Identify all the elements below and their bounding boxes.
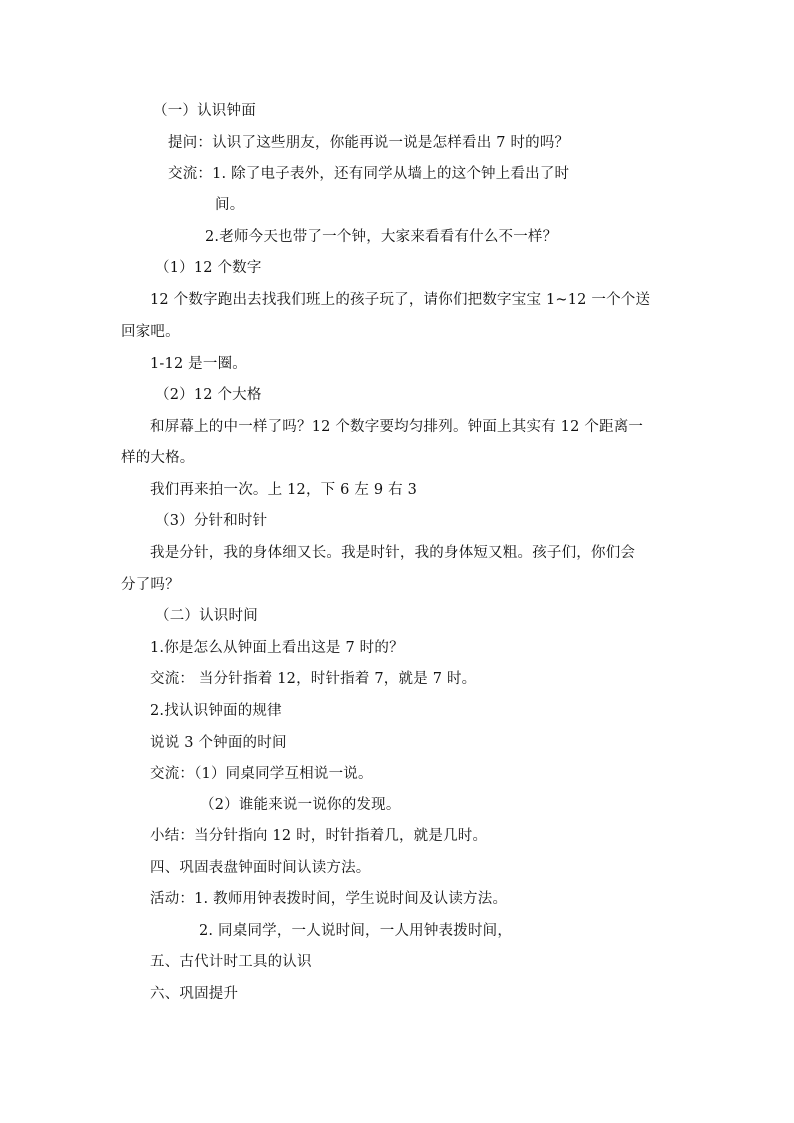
paragraph-12-numbers: 12 个数字跑出去找我们班上的孩子玩了，请你们把数字宝宝 1~12 一个个送: [150, 292, 651, 308]
subheading-12-large-divisions: （2）12 个大格: [155, 387, 262, 403]
discussion-item-1-continued: 间。: [215, 197, 245, 213]
paragraph-one-circle: 1-12 是一圈。: [150, 356, 247, 372]
activity-item-2: 2. 同桌同学，一人说时间，一人用钟表拨时间，: [199, 923, 513, 939]
paragraph-12-numbers-continued: 回家吧。: [121, 324, 180, 340]
summary-paragraph: 小结：当分针指向 12 时，时针指着几，就是几时。: [150, 828, 488, 844]
subheading-12-numbers: （1）12 个数字: [155, 260, 262, 276]
discussion-item-1: 交流：1. 除了电子表外，还有同学从墙上的这个钟上看出了时: [168, 166, 570, 182]
paragraph-large-divisions-continued: 样的大格。: [121, 450, 195, 466]
section-heading-consolidate: 四、巩固表盘钟面时间认读方法。: [150, 860, 371, 876]
subheading-minute-hour-hands: （3）分针和时针: [155, 513, 268, 529]
discussion-who-can-say: （2）谁能来说一说你的发现。: [200, 797, 401, 813]
discussion-item-2: 2.老师今天也带了一个钟，大家来看看有什么不一样？: [205, 229, 558, 245]
discussion-desk-mates: 交流：（1）同桌同学互相说一说。: [150, 766, 373, 782]
paragraph-clap-again: 我们再来拍一次。上 12，下 6 左 9 右 3: [150, 482, 418, 498]
section-heading-recognize-time: （二）认识时间: [155, 608, 258, 624]
paragraph-hands: 我是分针，我的身体细又长。我是时针，我的身体短又粗。孩子们，你们会: [150, 545, 636, 561]
paragraph-three-clocks: 说说 3 个钟面的时间: [150, 735, 287, 751]
paragraph-hands-continued: 分了吗？: [121, 577, 180, 593]
discussion-when-minute-hand: 交流： 当分针指着 12，时针指着 7，就是 7 时。: [150, 671, 477, 687]
item-find-rule: 2.找认识钟面的规律: [150, 703, 282, 719]
item-how-see-7: 1.你是怎么从钟面上看出这是 7 时的？: [150, 640, 404, 656]
activity-item-1: 活动：1. 教师用钟表拨时间，学生说时间及认读方法。: [150, 891, 508, 907]
section-heading-consolidate-improve: 六、巩固提升: [150, 986, 239, 1002]
paragraph-large-divisions: 和屏幕上的中一样了吗？12 个数字要均匀排列。钟面上其实有 12 个距离一: [150, 419, 644, 435]
section-heading-recognize-clock-face: （一）认识钟面: [153, 103, 256, 119]
question-paragraph: 提问：认识了这些朋友，你能再说一说是怎样看出 7 时的吗？: [168, 135, 570, 151]
section-heading-ancient-timekeeping: 五、古代计时工具的认识: [150, 954, 312, 970]
